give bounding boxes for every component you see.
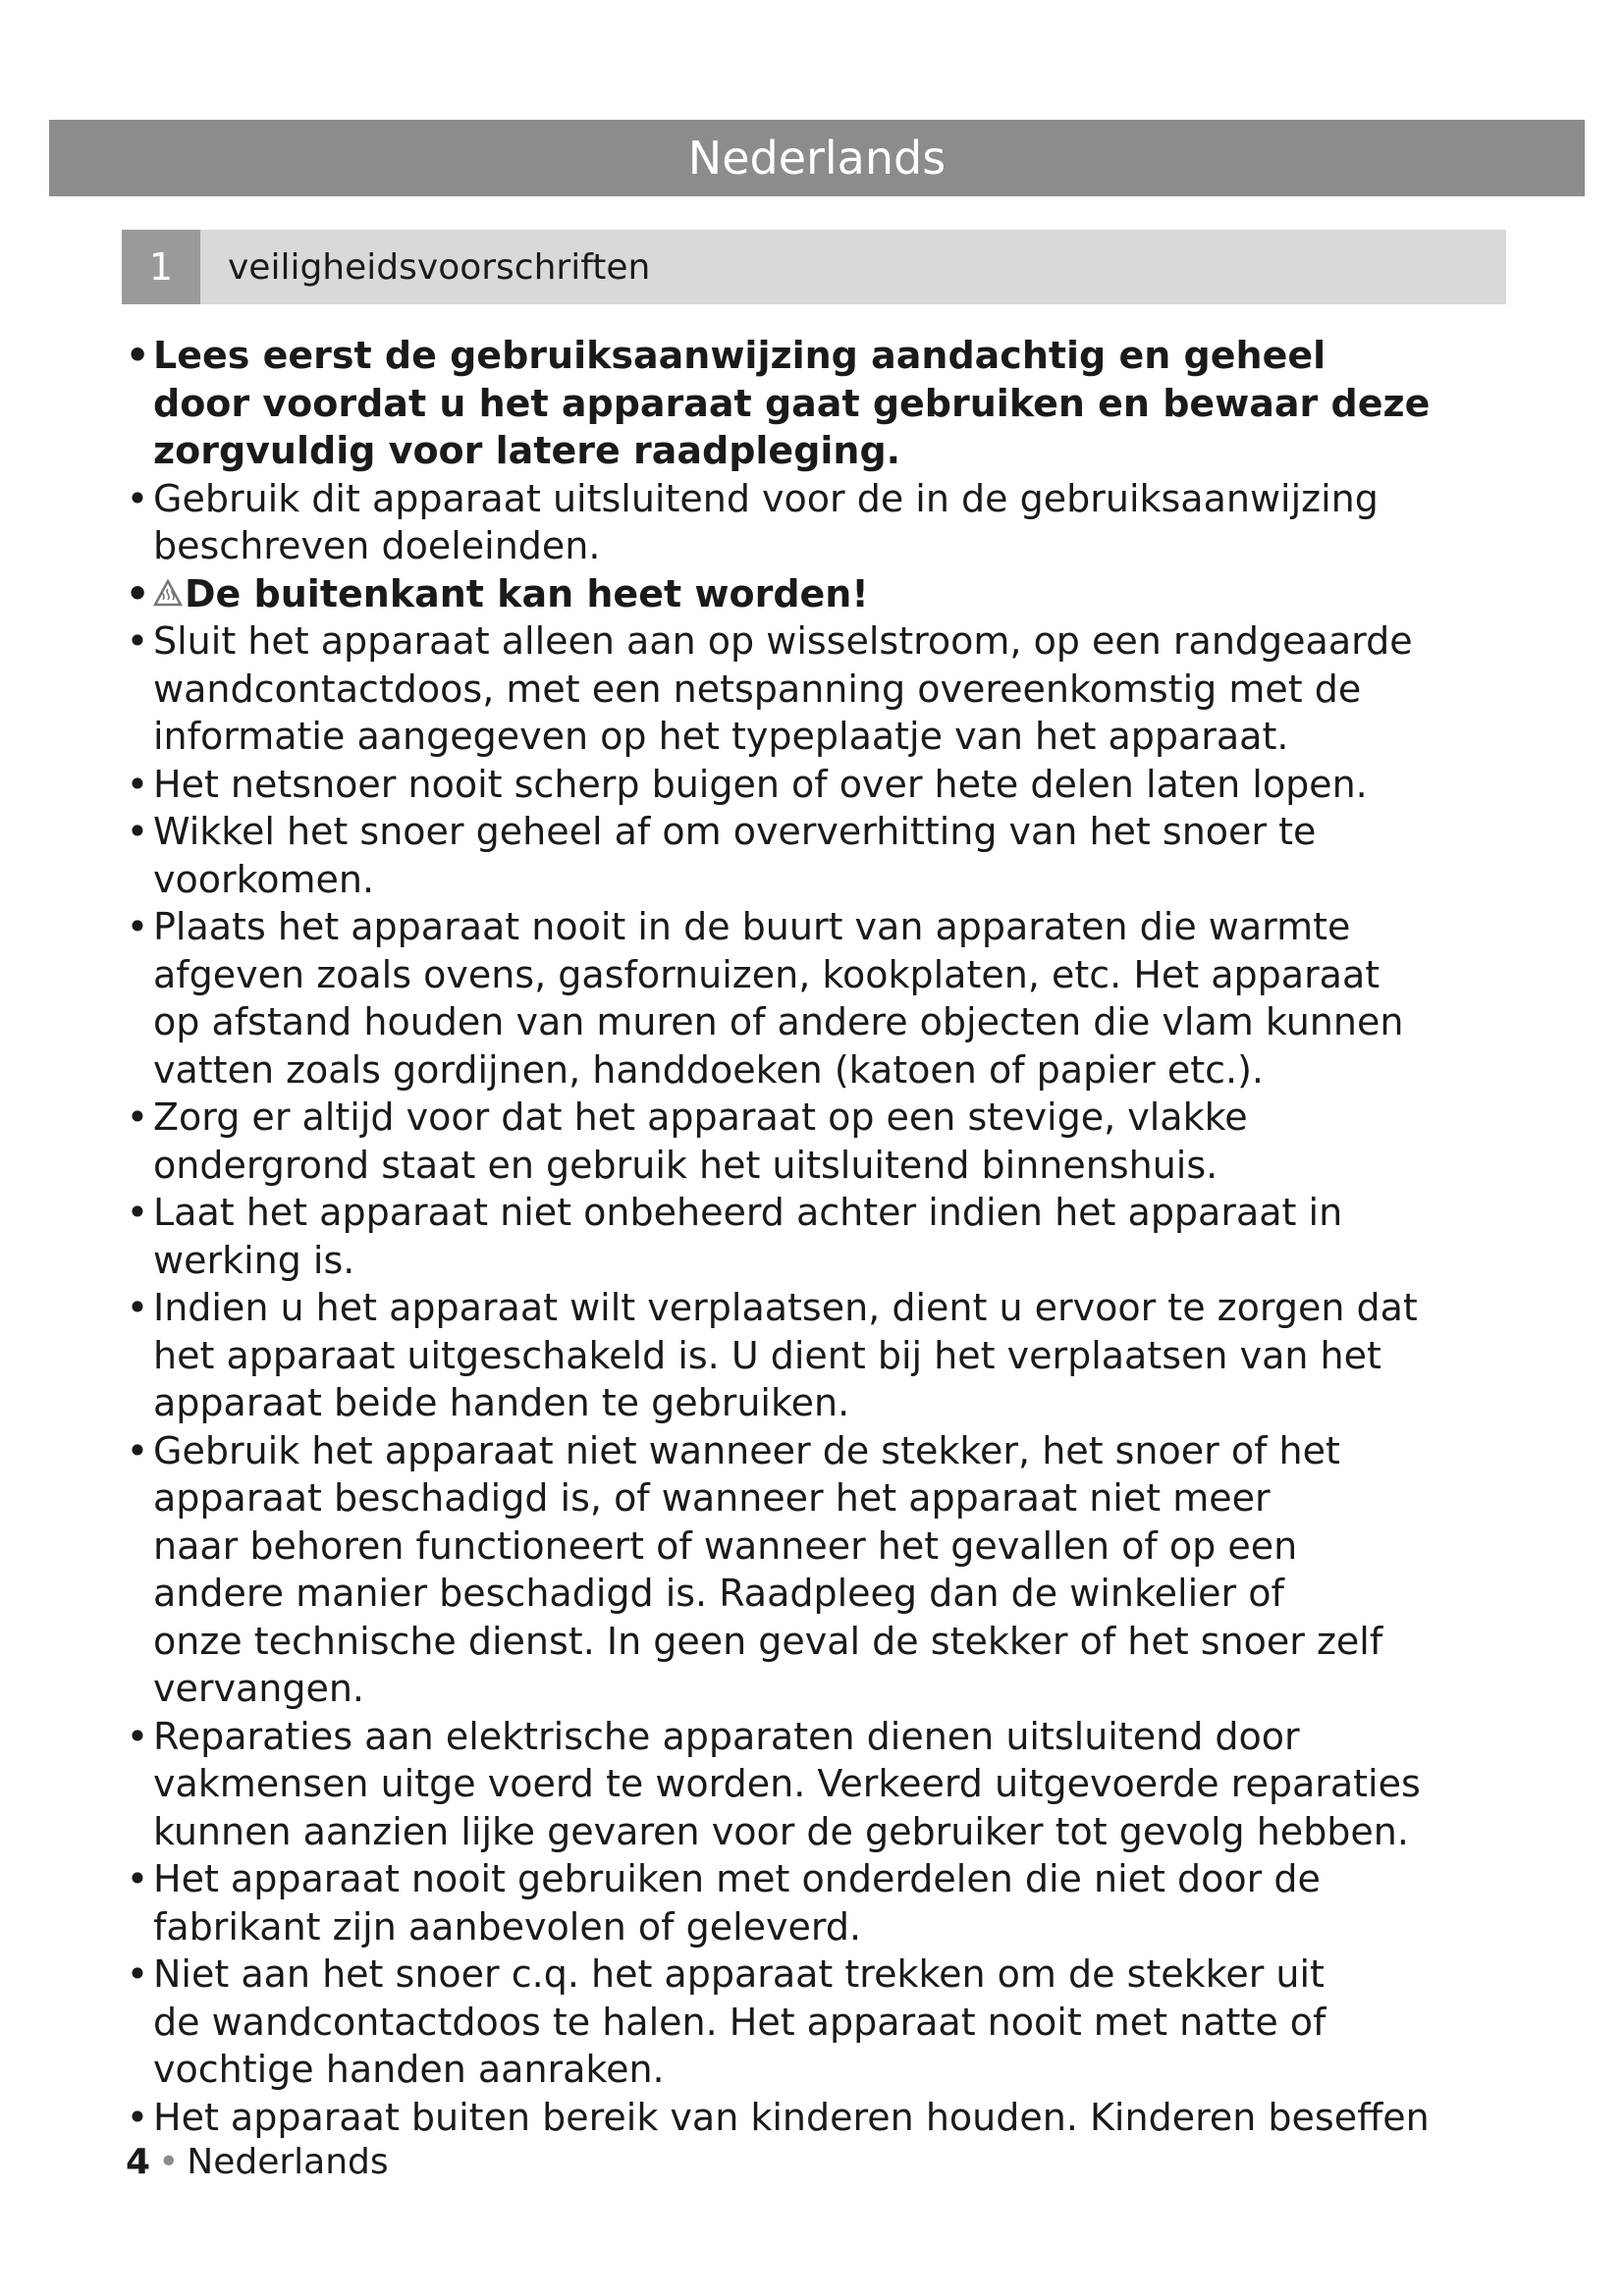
instruction-text: Plaats het apparaat nooit in de buurt van apparaten die warmte <box>153 905 1351 948</box>
bullet-icon: • <box>126 810 149 853</box>
instruction-text: kunnen aanzien lijke gevaren voor de gebruiker tot gevolg hebben. <box>153 1809 1409 1853</box>
instruction-line <box>153 903 1516 951</box>
instruction-text: ondergrond staat en gebruik het uitsluitend binnenshuis. <box>153 1143 1218 1187</box>
bullet-icon: • <box>126 2095 149 2139</box>
bullet-icon: • <box>126 619 149 663</box>
instruction-text: naar behoren functioneert of wanneer het gevallen of op een <box>153 1523 1298 1568</box>
instruction-text: Niet aan het snoer c.q. het apparaat trekken om de stekker uit <box>153 1952 1325 1996</box>
instruction-line <box>153 427 1516 475</box>
instruction-item <box>122 475 1516 570</box>
bullet-icon: • <box>126 1952 149 1996</box>
instruction-line <box>153 1665 1516 1713</box>
instruction-text: Het netsnoer nooit scherp buigen of over hete delen laten lopen. <box>153 762 1368 806</box>
section-title: veiligheidsvoorschriften <box>228 246 651 288</box>
instruction-line <box>153 1379 1516 1427</box>
section-heading <box>122 230 1506 304</box>
instruction-text: vochtige handen aanraken. <box>153 2048 665 2091</box>
instruction-line <box>153 1903 1516 1951</box>
footer-separator: • <box>158 2142 180 2182</box>
instruction-text: vakmensen uitge voerd te worden. Verkeerd uitgevoerde reparaties <box>153 1762 1421 1805</box>
instruction-line <box>153 1570 1516 1618</box>
bullet-icon: • <box>126 1857 149 1900</box>
instruction-text: op afstand houden van muren of andere objecten die vlam kunnen <box>153 1000 1404 1043</box>
instruction-line <box>153 1189 1516 1237</box>
instruction-text: apparaat beschadigd is, of wanneer het apparaat niet meer <box>153 1476 1271 1520</box>
instruction-line <box>153 1094 1516 1142</box>
language-header-label: Nederlands <box>687 132 947 185</box>
instruction-line <box>153 617 1516 666</box>
instruction-text: Wikkel het snoer geheel af om oververhitting van het snoer te <box>153 810 1317 853</box>
language-header <box>49 120 1585 196</box>
instruction-text: fabrikant zijn aanbevolen of geleverd. <box>153 1904 862 1949</box>
instruction-text: door voordat u het apparaat gaat gebruiken en bewaar deze <box>153 381 1431 425</box>
instruction-item <box>122 1855 1516 1950</box>
instruction-line <box>153 1760 1516 1808</box>
instruction-line <box>153 1237 1516 1285</box>
instruction-text: zorgvuldig voor latere raadpleging. <box>153 429 901 472</box>
instruction-text: Sluit het apparaat alleen aan op wisselstroom, op een randgeaarde <box>153 619 1413 663</box>
instruction-line <box>153 1474 1516 1522</box>
instruction-line <box>153 522 1516 570</box>
instruction-line <box>153 1142 1516 1190</box>
instruction-text: vatten zoals gordijnen, handdoeken (katoen of papier etc.). <box>153 1047 1264 1092</box>
instruction-text: wandcontactdoos, met een netspanning overeenkomstig met de <box>153 667 1362 711</box>
instruction-text: Zorg er altijd voor dat het apparaat op een stevige, vlakke <box>153 1095 1248 1139</box>
bullet-icon: • <box>126 334 150 377</box>
instruction-line <box>153 1522 1516 1571</box>
instruction-text: werking is. <box>153 1238 355 1282</box>
instruction-text: Het apparaat nooit gebruiken met onderdelen die niet door de <box>153 1857 1321 1900</box>
instruction-line <box>153 1618 1516 1666</box>
bullet-icon: • <box>126 571 150 615</box>
instruction-line <box>153 1808 1516 1856</box>
bullet-icon: • <box>126 1428 149 1472</box>
instruction-line <box>153 1713 1516 1761</box>
instruction-item <box>122 1950 1516 2094</box>
instruction-text: Het apparaat buiten bereik van kinderen houden. Kinderen beseffen <box>153 2095 1430 2139</box>
instruction-line <box>153 808 1516 856</box>
instruction-item <box>122 570 1516 618</box>
instruction-item <box>122 761 1516 809</box>
instruction-line <box>153 713 1516 761</box>
instruction-item <box>122 1284 1516 1427</box>
instruction-text: Lees eerst de gebruiksaanwijzing aandachtig en geheel <box>153 334 1326 377</box>
instruction-line <box>153 1284 1516 1332</box>
instruction-text: apparaat beide handen te gebruiken. <box>153 1381 850 1424</box>
instruction-item <box>122 2094 1516 2142</box>
warning-triangle-icon <box>153 579 183 607</box>
instruction-line <box>153 666 1516 714</box>
page-number: 4 <box>126 2142 151 2182</box>
instruction-line <box>153 475 1516 523</box>
instruction-line <box>153 951 1516 999</box>
instruction-item <box>122 1427 1516 1713</box>
instruction-line <box>153 1999 1516 2047</box>
instruction-text: Reparaties aan elektrische apparaten dienen uitsluitend door <box>153 1714 1300 1758</box>
footer-language: Nederlands <box>187 2142 389 2182</box>
instruction-text: informatie aangegeven op het typeplaatje van het apparaat. <box>153 715 1289 758</box>
instruction-line <box>153 570 1516 618</box>
instruction-item <box>122 808 1516 903</box>
bullet-icon: • <box>126 1714 149 1758</box>
instruction-line <box>153 1855 1516 1903</box>
instruction-item <box>122 903 1516 1094</box>
page-footer <box>126 2142 389 2182</box>
instruction-item <box>122 1713 1516 1856</box>
instruction-item <box>122 617 1516 761</box>
instruction-item <box>122 332 1516 475</box>
instruction-line <box>153 1332 1516 1380</box>
instruction-text: Laat het apparaat niet onbeheerd achter indien het apparaat in <box>153 1191 1343 1234</box>
instruction-text: Gebruik het apparaat niet wanneer de stekker, het snoer of het <box>153 1428 1340 1472</box>
instruction-line <box>153 2046 1516 2094</box>
instruction-item <box>122 1094 1516 1189</box>
bullet-icon: • <box>126 476 149 520</box>
bullet-icon: • <box>126 905 149 948</box>
instruction-text: onze technische dienst. In geen geval de stekker of het snoer zelf <box>153 1619 1383 1663</box>
bullet-icon: • <box>126 1095 149 1139</box>
instruction-text: andere manier beschadigd is. Raadpleeg dan de winkelier of <box>153 1572 1284 1615</box>
instruction-line <box>153 1950 1516 1999</box>
safety-instructions-list <box>122 332 1516 2141</box>
instruction-line <box>153 380 1516 428</box>
instruction-text: Gebruik dit apparaat uitsluitend voor de in de gebruiksaanwijzing <box>153 476 1379 520</box>
instruction-text: De buitenkant kan heet worden! <box>185 571 869 615</box>
instruction-text: Indien u het apparaat wilt verplaatsen, dient u ervoor te zorgen dat <box>153 1286 1418 1329</box>
instruction-line <box>153 761 1516 809</box>
instruction-text: het apparaat uitgeschakeld is. U dient bij het verplaatsen van het <box>153 1333 1381 1377</box>
instruction-line <box>153 332 1516 380</box>
instruction-item <box>122 1189 1516 1284</box>
instruction-line <box>153 1046 1516 1095</box>
instruction-text: vervangen. <box>153 1667 365 1710</box>
instruction-line <box>153 998 1516 1046</box>
bullet-icon: • <box>126 1286 149 1329</box>
instruction-line <box>153 856 1516 904</box>
instruction-line <box>153 2094 1516 2142</box>
bullet-icon: • <box>126 762 149 806</box>
section-number: 1 <box>122 230 200 304</box>
instruction-text: afgeven zoals ovens, gasfornuizen, kookplaten, etc. Het apparaat <box>153 952 1380 996</box>
bullet-icon: • <box>126 1191 149 1234</box>
instruction-line <box>153 1427 1516 1475</box>
instruction-text: de wandcontactdoos te halen. Het apparaat nooit met natte of <box>153 2000 1326 2044</box>
instruction-text: voorkomen. <box>153 857 375 901</box>
instruction-text: beschreven doeleinden. <box>153 524 601 567</box>
